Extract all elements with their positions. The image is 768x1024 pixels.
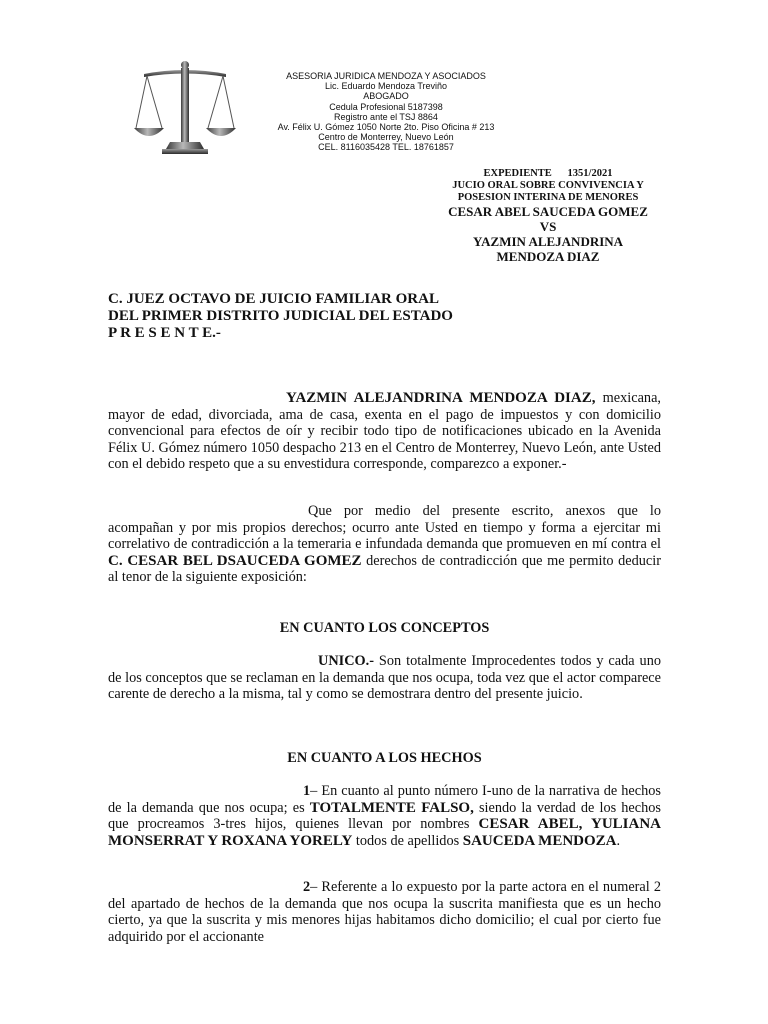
hecho-1-text-d: . (616, 832, 621, 849)
defendant-name: YAZMIN ALEJANDRINA MENDOZA DIAZ, (286, 390, 596, 406)
letterhead (250, 71, 522, 153)
scales-of-justice-icon (134, 60, 236, 156)
lawyer-title: ABOGADO (363, 91, 409, 102)
lawyer-name: Lic. Eduardo Mendoza Treviño (324, 81, 448, 92)
heading-conceptos: EN CUANTO LOS CONCEPTOS (279, 620, 490, 636)
hecho-1-text-c: todos de apellidos (352, 832, 463, 849)
unico-paragraph (108, 653, 661, 703)
hecho-1-paragraph (108, 783, 661, 849)
actor-name: CESAR ABEL SAUCEDA GOMEZ (448, 204, 648, 219)
unico-label: UNICO.- (318, 653, 374, 669)
firm-phones: CEL. 8116035428 TEL. 18761857 (318, 142, 454, 153)
intro-text: mexicana, mayor de edad, divorciada, ama de casa, exenta en el pago de impuestos y con domicilio convencional para efectos de oír y recibir todo tipo de notificaciones ubicado en la Avenida Félix U. Gómez número 1050 despacho 213 en el Centro de Monterrey, Nuevo León, ante Usted con el debido respeto que a su envestidura corresponde, comparezco a exponer.- (108, 390, 662, 473)
firm-city: Centro de Monterrey, Nuevo León (318, 132, 454, 143)
hecho-2-text: – Referente a lo expuesto por la parte actora en el numeral 2 del apartado de hechos de la demanda que nos ocupa la suscrita manifiesta que es un hecho cierto, ya que la suscrita y mis menores hijas habitamos dicho domicilio; el cual por cierto fue adquirido por el accionante (108, 879, 661, 945)
unico-text: Son totalmente Improcedentes todos y cada uno de los conceptos que se reclaman en la demanda que nos ocupa, toda vez que el actor comparece carente de derecho a la misma, tal y como se demostrara dentro del presente juicio. (108, 653, 661, 703)
hecho-2-number: 2 (303, 879, 311, 895)
tsj-registration: Registro ante el TSJ 8864 (334, 111, 438, 122)
juicio-line-2: POSESION INTERINA DE MENORES (457, 192, 639, 203)
contradiction-paragraph (108, 503, 661, 586)
addressee-line-2: DEL PRIMER DISTRITO JUDICIAL DEL ESTADO (108, 308, 453, 324)
versus: VS (539, 219, 557, 234)
hecho-1-number: 1 (303, 783, 311, 799)
hecho-2-paragraph (108, 879, 661, 945)
firm-name: ASESORIA JURIDICA MENDOZA Y ASOCIADOS (286, 71, 486, 81)
defendant-name-2: MENDOZA DIAZ (496, 249, 600, 264)
children-names: CESAR ABEL, YULIANA MONSERRAT Y ROXANA YORELY (108, 816, 661, 849)
addressee-line-1: C. JUEZ OCTAVO DE JUICIO FAMILIAR ORAL (108, 291, 439, 307)
contradiction-text-b: derechos de contradicción que me permito deducir al tenor de la siguiente exposición: (108, 552, 661, 586)
hecho-1-text-b: siendo la verdad de los hechos que procreamos 3-tres hijos, quienes llevan por nombres (108, 799, 661, 833)
hecho-1-bold-a: TOTALMENTE FALSO, (309, 799, 474, 816)
children-surnames: SAUCEDA MENDOZA (462, 832, 617, 849)
contradiction-text-a: Que por medio del presente escrito, anexos que lo acompañan y por mis propios derechos; ocurro ante Usted en tiempo y forma a ejercitar mi correlativo de contradicción a la temeraria e infundada demanda que promueven en mí contra el (108, 503, 661, 553)
intro-paragraph (108, 390, 661, 473)
plaintiff-name: C. CESAR BEL DSAUCEDA GOMEZ (108, 552, 362, 569)
addressee (108, 291, 668, 342)
case-header (418, 168, 678, 264)
defendant-name-1: YAZMIN ALEJANDRINA (472, 234, 624, 249)
hecho-1-text-a: – En cuanto al punto número I-uno de la narrativa de hechos de la demanda que nos ocupa; es (108, 783, 661, 816)
expediente-number: 1351/2021 (567, 168, 613, 179)
firm-address: Av. Félix U. Gómez 1050 Norte 2to. Piso Oficina # 213 (277, 122, 495, 133)
expediente-label: EXPEDIENTE (483, 168, 552, 179)
professional-license: Cedula Profesional 5187398 (329, 101, 443, 112)
heading-hechos: EN CUANTO A LOS HECHOS (287, 750, 482, 766)
addressee-line-3: P R E S E N T E.- (108, 325, 221, 341)
expediente-line (418, 168, 678, 180)
juicio-line-1: JUCIO ORAL SOBRE CONVIVENCIA Y (452, 180, 644, 191)
